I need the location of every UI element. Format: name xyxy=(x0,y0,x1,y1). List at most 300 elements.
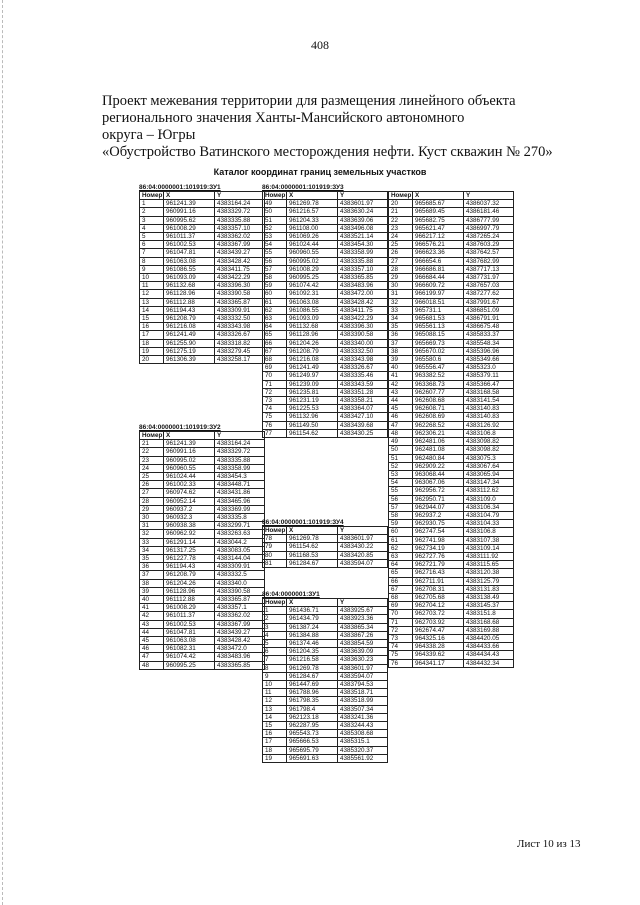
point-number: 12 xyxy=(263,697,287,705)
table-row xyxy=(263,233,388,241)
point-number: 7 xyxy=(140,249,164,257)
table-row xyxy=(263,746,388,754)
point-number: 54 xyxy=(389,479,413,487)
point-number: 58 xyxy=(263,274,287,282)
coord-table-zu2 xyxy=(139,424,265,670)
x-coordinate: 961063.08 xyxy=(164,257,215,265)
x-coordinate: 960991.16 xyxy=(164,448,215,456)
y-coordinate: 4383630.24 xyxy=(338,208,388,216)
y-coordinate: 4383427.10 xyxy=(338,413,388,421)
x-coordinate: 961002.33 xyxy=(164,481,215,489)
y-coordinate: 4383164.24 xyxy=(215,440,265,448)
table-row xyxy=(263,257,388,265)
x-coordinate: 963382.52 xyxy=(413,372,464,380)
y-coordinate: 4383141.54 xyxy=(464,397,514,405)
y-coordinate: 4383332.5 xyxy=(215,571,265,579)
x-coordinate: 965621.47 xyxy=(413,224,464,232)
table-row xyxy=(263,356,388,364)
column-header: Y xyxy=(215,432,265,440)
table-header-row xyxy=(263,599,388,607)
y-coordinate: 4385366.47 xyxy=(464,380,514,388)
y-coordinate: 4387265.24 xyxy=(464,233,514,241)
y-coordinate: 4383098.82 xyxy=(464,446,514,454)
point-number: 61 xyxy=(389,536,413,544)
y-coordinate: 4383343.98 xyxy=(215,323,265,331)
point-number: 10 xyxy=(263,681,287,689)
table-row xyxy=(263,640,388,648)
y-coordinate: 4383439.27 xyxy=(215,249,265,257)
x-coordinate: 962747.54 xyxy=(413,528,464,536)
y-coordinate: 4383390.58 xyxy=(215,587,265,595)
table-header-row xyxy=(263,192,388,200)
table-row xyxy=(140,587,265,595)
y-coordinate: 4383140.83 xyxy=(464,405,514,413)
table-row xyxy=(140,356,265,364)
table-row xyxy=(140,505,265,513)
point-number: 30 xyxy=(140,514,164,522)
y-coordinate: 4383365.87 xyxy=(215,596,265,604)
y-coordinate: 4383411.75 xyxy=(215,265,265,273)
x-coordinate: 961241.39 xyxy=(164,200,215,208)
y-coordinate: 4383454.30 xyxy=(338,241,388,249)
point-number: 57 xyxy=(263,265,287,273)
x-coordinate: 961086.55 xyxy=(287,306,338,314)
y-coordinate: 4383439.27 xyxy=(215,628,265,636)
x-coordinate: 960962.92 xyxy=(164,530,215,538)
y-coordinate: 4383794.53 xyxy=(338,681,388,689)
x-coordinate: 961128.96 xyxy=(164,587,215,595)
y-coordinate: 4383367.99 xyxy=(215,241,265,249)
table-row xyxy=(140,514,265,522)
table-row xyxy=(263,265,388,273)
y-coordinate: 4383365.85 xyxy=(338,274,388,282)
point-number: 46 xyxy=(389,413,413,421)
y-coordinate: 4383362.02 xyxy=(215,233,265,241)
point-number: 32 xyxy=(389,298,413,306)
point-number: 20 xyxy=(140,356,164,364)
table-row xyxy=(389,520,514,528)
table-row xyxy=(263,631,388,639)
point-number: 43 xyxy=(389,388,413,396)
x-coordinate: 961194.43 xyxy=(164,563,215,571)
table-row xyxy=(263,249,388,257)
y-coordinate: 4383140.83 xyxy=(464,413,514,421)
x-coordinate: 961063.08 xyxy=(287,298,338,306)
y-coordinate: 4383120.38 xyxy=(464,569,514,577)
column-header: X xyxy=(164,192,215,200)
y-coordinate: 4383630.23 xyxy=(338,656,388,664)
y-coordinate: 4383244.43 xyxy=(338,722,388,730)
y-coordinate: 4383369.99 xyxy=(215,505,265,513)
x-coordinate: 961249.97 xyxy=(287,372,338,380)
point-number: 32 xyxy=(140,530,164,538)
point-number: 70 xyxy=(263,372,287,380)
table-row xyxy=(389,323,514,331)
y-coordinate: 4383109.14 xyxy=(464,544,514,552)
point-number: 9 xyxy=(140,265,164,273)
column-header: X xyxy=(287,599,338,607)
table-row xyxy=(389,552,514,560)
table-row xyxy=(140,448,265,456)
x-coordinate: 962944.07 xyxy=(413,503,464,511)
y-coordinate: 4383357.1 xyxy=(215,604,265,612)
x-coordinate: 961082.31 xyxy=(164,645,215,653)
table-row xyxy=(263,672,388,680)
point-number: 64 xyxy=(389,561,413,569)
column-header: Номер xyxy=(140,192,164,200)
table-row xyxy=(389,347,514,355)
table-row xyxy=(389,282,514,290)
x-coordinate: 965681.53 xyxy=(413,315,464,323)
point-number: 53 xyxy=(263,233,287,241)
point-number: 29 xyxy=(140,505,164,513)
y-coordinate: 4386181.46 xyxy=(464,208,514,216)
y-coordinate: 4383335.88 xyxy=(215,216,265,224)
table-row xyxy=(389,487,514,495)
x-coordinate: 960960.55 xyxy=(287,249,338,257)
y-coordinate: 4383358.21 xyxy=(338,397,388,405)
table-row xyxy=(389,626,514,634)
point-number: 14 xyxy=(263,713,287,721)
table-row xyxy=(140,530,265,538)
table-row xyxy=(389,356,514,364)
x-coordinate: 961269.78 xyxy=(287,664,338,672)
table-row xyxy=(389,577,514,585)
point-number: 40 xyxy=(389,364,413,372)
table-row xyxy=(140,241,265,249)
point-number: 33 xyxy=(389,306,413,314)
y-coordinate: 4383104.33 xyxy=(464,520,514,528)
point-number: 35 xyxy=(389,323,413,331)
table-row xyxy=(389,216,514,224)
x-coordinate: 962909.22 xyxy=(413,462,464,470)
x-coordinate: 961093.09 xyxy=(164,274,215,282)
point-number: 26 xyxy=(140,481,164,489)
y-coordinate: 4383075.3 xyxy=(464,454,514,462)
table-row xyxy=(389,643,514,651)
column-header: X xyxy=(287,192,338,200)
table-row xyxy=(389,503,514,511)
point-number: 37 xyxy=(140,571,164,579)
column-header: Y xyxy=(464,192,514,200)
point-number: 76 xyxy=(389,659,413,667)
table-row xyxy=(140,456,265,464)
x-coordinate: 961225.53 xyxy=(287,405,338,413)
table-row xyxy=(140,628,265,636)
y-coordinate: 4387731.97 xyxy=(464,274,514,282)
point-number: 44 xyxy=(389,397,413,405)
coord-table-zu3 xyxy=(262,184,388,438)
page-edge-mark xyxy=(2,0,4,905)
table-row xyxy=(140,464,265,472)
y-coordinate: 4383111.92 xyxy=(464,552,514,560)
y-coordinate: 4383131.83 xyxy=(464,585,514,593)
table-row xyxy=(140,224,265,232)
point-number: 68 xyxy=(389,593,413,601)
point-number: 33 xyxy=(140,538,164,546)
x-coordinate: 963068.44 xyxy=(413,470,464,478)
y-coordinate: 4383496.08 xyxy=(338,224,388,232)
point-number: 21 xyxy=(389,208,413,216)
y-coordinate: 4383151.8 xyxy=(464,610,514,618)
y-coordinate: 4383422.29 xyxy=(338,315,388,323)
table-row xyxy=(263,306,388,314)
y-coordinate: 4383309.91 xyxy=(215,306,265,314)
x-coordinate: 963067.06 xyxy=(413,479,464,487)
coordinate-table xyxy=(139,191,265,364)
y-coordinate: 4383362.02 xyxy=(215,612,265,620)
y-coordinate: 4385561.92 xyxy=(338,754,388,762)
table-row xyxy=(389,634,514,642)
table-header-row xyxy=(389,192,514,200)
x-coordinate: 961074.42 xyxy=(164,653,215,661)
point-number: 15 xyxy=(263,722,287,730)
table-row xyxy=(389,331,514,339)
y-coordinate: 4383335.46 xyxy=(338,372,388,380)
point-number: 1 xyxy=(140,200,164,208)
y-coordinate: 4383044.2 xyxy=(215,538,265,546)
y-coordinate: 4383098.82 xyxy=(464,438,514,446)
table-row xyxy=(389,298,514,306)
point-number: 72 xyxy=(389,626,413,634)
x-coordinate: 961008.29 xyxy=(164,224,215,232)
y-coordinate: 4383115.65 xyxy=(464,561,514,569)
table-row xyxy=(263,535,388,543)
x-coordinate: 961047.81 xyxy=(164,628,215,636)
point-number: 11 xyxy=(263,689,287,697)
table-row xyxy=(389,257,514,265)
table-row xyxy=(140,200,265,208)
point-number: 27 xyxy=(140,489,164,497)
column-header: Y xyxy=(338,192,388,200)
point-number: 57 xyxy=(389,503,413,511)
y-coordinate: 4387603.29 xyxy=(464,241,514,249)
y-coordinate: 4387682.99 xyxy=(464,257,514,265)
column-header: Номер xyxy=(263,192,287,200)
table-row xyxy=(140,473,265,481)
point-number: 35 xyxy=(140,555,164,563)
column-header: Номер xyxy=(263,599,287,607)
x-coordinate: 961291.14 xyxy=(164,538,215,546)
table-row xyxy=(263,372,388,380)
table-row xyxy=(263,339,388,347)
table-row xyxy=(389,388,514,396)
coord-table-zu4 xyxy=(262,519,388,568)
x-coordinate: 960938.38 xyxy=(164,522,215,530)
point-number: 55 xyxy=(263,249,287,257)
x-coordinate: 961306.39 xyxy=(164,356,215,364)
x-coordinate: 960995.25 xyxy=(287,274,338,282)
y-coordinate: 4387717.13 xyxy=(464,265,514,273)
table-row xyxy=(263,429,388,437)
table-row xyxy=(389,561,514,569)
x-coordinate: 961208.79 xyxy=(287,347,338,355)
point-number: 52 xyxy=(263,224,287,232)
page-number: 408 xyxy=(311,38,329,52)
point-number: 45 xyxy=(389,405,413,413)
y-coordinate: 4383422.29 xyxy=(215,274,265,282)
x-coordinate: 961132.68 xyxy=(164,282,215,290)
table-row xyxy=(263,388,388,396)
y-coordinate: 4383472.0 xyxy=(215,645,265,653)
column-header: X xyxy=(287,527,338,535)
point-number: 47 xyxy=(140,653,164,661)
y-coordinate: 4384433.66 xyxy=(464,643,514,651)
table-row xyxy=(389,413,514,421)
point-number: 58 xyxy=(389,511,413,519)
y-coordinate: 4386851.09 xyxy=(464,306,514,314)
point-number: 23 xyxy=(389,224,413,232)
y-coordinate: 4383169.88 xyxy=(464,626,514,634)
point-number: 64 xyxy=(263,323,287,331)
x-coordinate: 961002.53 xyxy=(164,241,215,249)
point-number: 53 xyxy=(389,470,413,478)
x-coordinate: 961024.44 xyxy=(287,241,338,249)
table-header-row xyxy=(263,527,388,535)
parcel-cadastral-label: 86:04:0000001:101919:ЗУ1 xyxy=(139,184,221,191)
y-coordinate: 4384420.05 xyxy=(464,634,514,642)
point-number: 8 xyxy=(263,664,287,672)
point-number: 48 xyxy=(140,661,164,669)
x-coordinate: 960995.25 xyxy=(164,661,215,669)
x-coordinate: 966609.72 xyxy=(413,282,464,290)
point-number: 67 xyxy=(389,585,413,593)
x-coordinate: 962306.21 xyxy=(413,429,464,437)
x-coordinate: 966217.12 xyxy=(413,233,464,241)
x-coordinate: 962950.71 xyxy=(413,495,464,503)
y-coordinate: 4383357.10 xyxy=(338,265,388,273)
point-number: 45 xyxy=(140,637,164,645)
x-coordinate: 966654.6 xyxy=(413,257,464,265)
x-coordinate: 960995.62 xyxy=(164,216,215,224)
y-coordinate: 4384432.34 xyxy=(464,659,514,667)
title-line: «Обустройство Ватинского месторождения нефти. Куст скважин № 270» xyxy=(102,144,553,160)
point-number: 68 xyxy=(263,356,287,364)
table-row xyxy=(140,298,265,306)
y-coordinate: 4383639.06 xyxy=(338,216,388,224)
y-coordinate: 4383335.88 xyxy=(338,257,388,265)
point-number: 75 xyxy=(263,413,287,421)
x-coordinate: 962608.71 xyxy=(413,405,464,413)
table-row xyxy=(389,536,514,544)
table-row xyxy=(389,306,514,314)
x-coordinate: 961284.67 xyxy=(287,559,338,567)
point-number: 6 xyxy=(263,648,287,656)
x-coordinate: 965556.47 xyxy=(413,364,464,372)
point-number: 63 xyxy=(389,552,413,560)
table-row xyxy=(140,645,265,653)
x-coordinate: 961447.69 xyxy=(287,681,338,689)
point-number: 81 xyxy=(263,559,287,567)
x-coordinate: 961154.62 xyxy=(287,429,338,437)
table-row xyxy=(140,347,265,355)
y-coordinate: 4385379.11 xyxy=(464,372,514,380)
coordinate-table xyxy=(139,431,265,670)
y-coordinate: 4383106.8 xyxy=(464,429,514,437)
x-coordinate: 961231.19 xyxy=(287,397,338,405)
document-title xyxy=(102,93,582,161)
point-number: 51 xyxy=(389,454,413,462)
x-coordinate: 962481.06 xyxy=(413,438,464,446)
point-number: 56 xyxy=(263,257,287,265)
y-coordinate: 4383125.79 xyxy=(464,577,514,585)
y-coordinate: 4383332.50 xyxy=(215,315,265,323)
x-coordinate: 961241.49 xyxy=(164,331,215,339)
y-coordinate: 4383299.71 xyxy=(215,522,265,530)
point-number: 67 xyxy=(263,347,287,355)
x-coordinate: 961798.35 xyxy=(287,697,338,705)
x-coordinate: 966018.51 xyxy=(413,298,464,306)
point-number: 41 xyxy=(389,372,413,380)
y-coordinate: 4383147.34 xyxy=(464,479,514,487)
point-number: 62 xyxy=(263,306,287,314)
x-coordinate: 965666.53 xyxy=(287,738,338,746)
point-number: 38 xyxy=(140,579,164,587)
y-coordinate: 4383483.96 xyxy=(338,282,388,290)
parcel-cadastral-label: 86:04:0000001:ЗУ1 xyxy=(262,591,320,598)
x-coordinate: 960952.14 xyxy=(164,497,215,505)
point-number: 66 xyxy=(263,339,287,347)
point-number: 18 xyxy=(263,746,287,754)
point-number: 74 xyxy=(263,405,287,413)
coordinate-table xyxy=(262,191,388,438)
parcel-cadastral-label: 86:04:0000001:101919:ЗУ4 xyxy=(262,519,344,526)
y-coordinate: 4383109.0 xyxy=(464,495,514,503)
point-number: 40 xyxy=(140,596,164,604)
column-header: Y xyxy=(338,599,388,607)
y-coordinate: 4383923.36 xyxy=(338,615,388,623)
table-row xyxy=(389,208,514,216)
y-coordinate: 4383507.34 xyxy=(338,705,388,713)
y-coordinate: 4383326.67 xyxy=(215,331,265,339)
x-coordinate: 965670.02 xyxy=(413,347,464,355)
x-coordinate: 961024.44 xyxy=(164,473,215,481)
y-coordinate: 4386037.32 xyxy=(464,200,514,208)
y-coordinate: 4383365.87 xyxy=(215,298,265,306)
point-number: 4 xyxy=(263,631,287,639)
table-row xyxy=(140,620,265,628)
point-number: 6 xyxy=(140,241,164,249)
table-row xyxy=(263,713,388,721)
y-coordinate: 4383639.09 xyxy=(338,648,388,656)
x-coordinate: 966623.36 xyxy=(413,249,464,257)
x-coordinate: 961204.33 xyxy=(287,216,338,224)
point-number: 4 xyxy=(140,224,164,232)
y-coordinate: 4383428.42 xyxy=(215,637,265,645)
x-coordinate: 961241.39 xyxy=(164,440,215,448)
point-number: 65 xyxy=(263,331,287,339)
table-row xyxy=(389,265,514,273)
y-coordinate: 4383309.91 xyxy=(215,563,265,571)
point-number: 5 xyxy=(140,233,164,241)
table-row xyxy=(140,265,265,273)
sheet-footer: Лист 10 из 13 xyxy=(517,838,581,850)
table-row xyxy=(140,233,265,241)
point-number: 16 xyxy=(263,730,287,738)
table-row xyxy=(389,659,514,667)
y-coordinate: 4383431.86 xyxy=(215,489,265,497)
coordinate-table xyxy=(262,526,388,568)
point-number: 23 xyxy=(140,456,164,464)
point-number: 8 xyxy=(140,257,164,265)
x-coordinate: 962708.31 xyxy=(413,585,464,593)
table-row xyxy=(389,224,514,232)
x-coordinate: 961284.67 xyxy=(287,672,338,680)
x-coordinate: 961269.78 xyxy=(287,200,338,208)
table-row xyxy=(389,315,514,323)
point-number: 9 xyxy=(263,672,287,680)
y-coordinate: 4383326.67 xyxy=(338,364,388,372)
